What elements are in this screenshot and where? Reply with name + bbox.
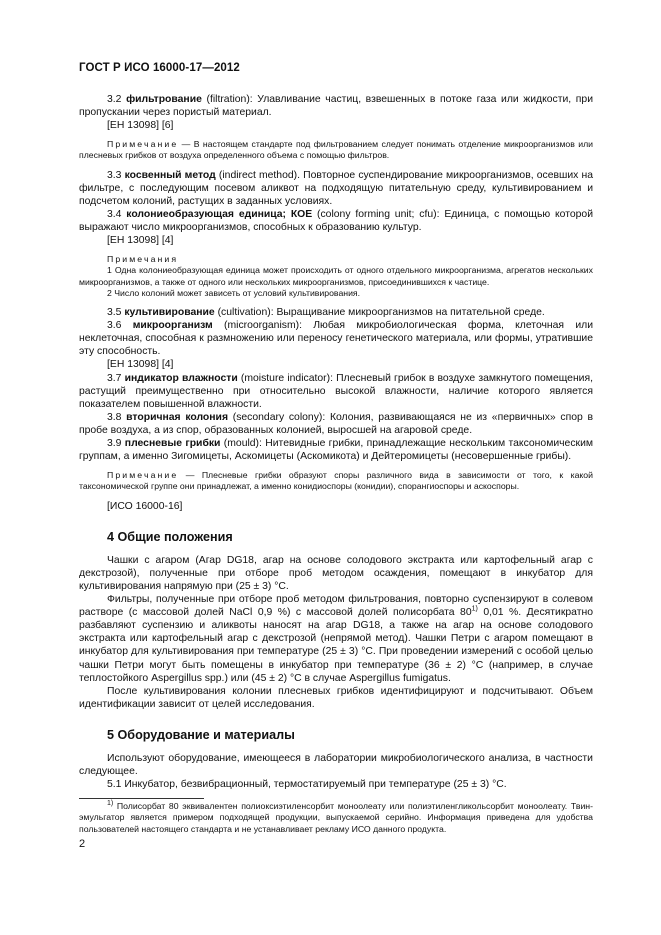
footnote-divider (79, 798, 204, 799)
section-4-heading: 4 Общие положения (107, 529, 233, 544)
paragraph: 5.1 Инкубатор, безвибрационный, термостатируемый при температуре (25 ± 3) °С. (107, 779, 507, 791)
footnote-ref: 1) (471, 605, 478, 613)
reference: [ЕН 13098] [4] (107, 235, 174, 247)
page-number: 2 (79, 838, 86, 850)
definition-3-6: 3.6 микроорганизм (microorganism): Любая микробиологическая форма, клеточная или неклеточная, способная к размножению или переносу генетического материала, или формы, утратившие эту способность. (79, 320, 593, 358)
reference: [ИСО 16000-16] (107, 500, 183, 512)
section-5-heading: 5 Оборудование и материалы (107, 727, 295, 742)
paragraph: Чашки с агаром (Агар DG18, агар на основе солодового экстракта или картофельный агар с декстрозой), полученные при отборе проб методом осаждения, помещают в инкубатор для культивирования напрямую при (25 ± 3) °С. (79, 554, 593, 592)
note: Примечание — Плесневые грибки образуют споры различного вида в зависимости от того, к какой таксономической группе они принадлежат, а именно конидиоспоры (конидии), спорангиоспоры и аскоспоры. (79, 470, 593, 492)
reference: [ЕН 13098] [4] (107, 359, 174, 371)
paragraph: После культивирования колонии плесневых грибков идентифицируют и подсчитывают. Объем идентификации зависит от целей исследования. (79, 685, 593, 710)
definition-3-5: 3.5 культивирование (cultivation): Выращивание микроорганизмов на питательной среде. (107, 307, 545, 319)
document-header: ГОСТ Р ИСО 16000-17—2012 (79, 62, 240, 74)
notes-label: Примечания (107, 254, 179, 265)
footnote: $^{1)}$ Полисорбат 80 эквивалентен полиоксиэтиленсорбит моноолеату или полиэтиленгликольсорбит моноолеату. Твин-эмульгатор является примером подходящей продукции, выпускаемой серийно. Информация приведена для удобства пользователей настоящего стандарта и не устанавливает рекламу ИСО данного продукта. (79, 800, 593, 834)
document-body (79, 93, 593, 835)
definition-3-3: 3.3 косвенный метод (indirect method). Повторное суспендирование микроорганизмов, осевших на фильтре, с последующим посевом аликвот на подходящую питательную среду, культивированием и подсчетом колоний, растущих в заданных условиях. (79, 169, 594, 207)
note-2: 2 Число колоний может зависеть от условий культивирования. (107, 287, 361, 298)
reference: [ЕН 13098] [6] (107, 120, 174, 132)
definition-3-8: 3.8 вторичная колония (secondary colony): Колония, развивающаяся не из «первичных» спор в пробе воздуха, а из спор, образованных колонией, выросшей на агаровой среде. (79, 411, 593, 436)
note: Примечание — В настоящем стандарте под фильтрованием следует понимать отделение микроорганизмов или плесневых грибков от воздуха определенного объема с помощью фильтров. (79, 139, 594, 161)
definition-3-9: 3.9 плесневые грибки (mould): Нитевидные грибки, принадлежащие нескольким таксономическим группам, а именно Зигомицеты, Аскомицеты (Аскомикота) и Дейтеромицеты (несовершенные грибы). (79, 438, 594, 463)
definition-3-2: 3.2 фильтрование (filtration): Улавливание частиц, взвешенных в потоке газа или жидкости, при пропускании через пористый материал. (79, 94, 594, 119)
paragraph: Используют оборудование, имеющееся в лаборатории микробиологического анализа, в частности следующее. (79, 753, 593, 778)
paragraph: Фильтры, полученные при отборе проб методом фильтрования, повторно суспензируют в солевом растворе (с массовой долей NaCl 0,9 %) с массовой долей полисорбата 80$^{1)}$ 0,01 %. Десятикратно разбавляют суспензию и аликвоты наносят на агар DG18, а также на агар на основе солодового экстракта или картофельный агар с декстрозой (непрямой метод). Чашки Петри с агаром помещают в инкубатор для культивирования при температуре (25 ± 3) °С. При проведении измерений с особой целью чашки Петри могут быть помещены в инкубатор при температуре (36 ± 2) °С (например, в случае теплостойкого Aspergillus spp.) или (45 ± 2) °С в случае Aspergillus fumigatus. (79, 594, 593, 684)
definition-3-4: 3.4 колониеобразующая единица; КОЕ (colony forming unit; cfu): Единица, с помощью которой выражают число микроорганизмов, способных к образованию культур. (79, 208, 594, 234)
definition-3-7: 3.7 индикатор влажности (moisture indicator): Плесневый грибок в воздухе замкнутого помещения, растущий преимущественно при относительно высокой влажности, наличие которого является показателем повышенной влажности. (79, 372, 593, 410)
note-1: 1 Одна колониеобразующая единица может происходить от одного отдельного микроорганизма, агрегатов нескольких микроорганизмов, а также от одного или нескольких микроорганизмов, присоединившихся к частице. (79, 265, 593, 287)
